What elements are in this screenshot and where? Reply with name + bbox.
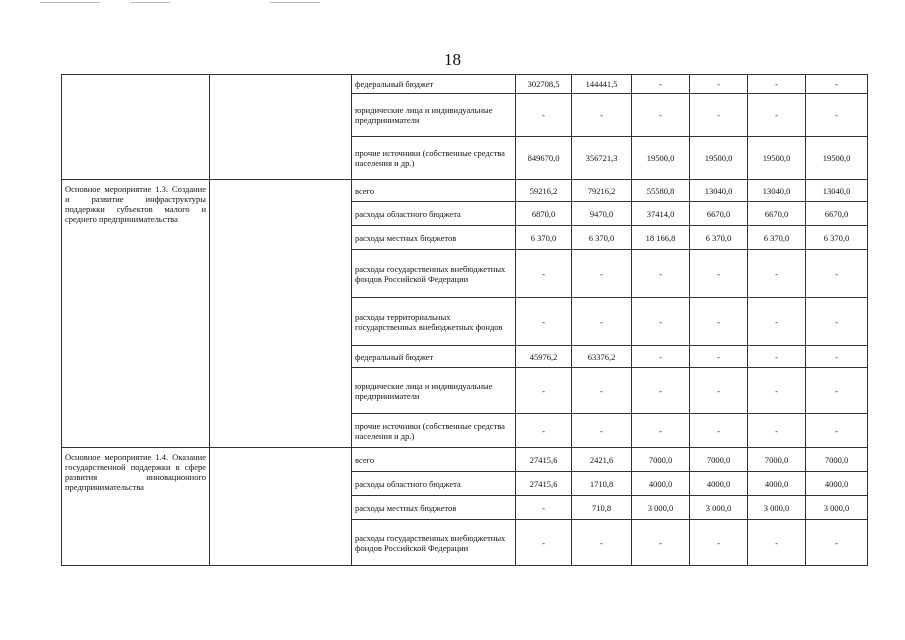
amount-cell: 4000,0: [748, 472, 806, 496]
amount-cell: -: [806, 94, 868, 137]
amount-cell: -: [748, 414, 806, 448]
amount-cell: -: [632, 298, 690, 346]
table-row: [62, 75, 868, 94]
amount-cell: 7000,0: [632, 448, 690, 472]
amount-cell: 7000,0: [806, 448, 868, 472]
amount-cell: 4000,0: [690, 472, 748, 496]
amount-cell: -: [806, 75, 868, 94]
amount-cell: -: [748, 298, 806, 346]
amount-cell: 356721,3: [572, 137, 632, 180]
amount-cell: -: [690, 414, 748, 448]
funding-source-cell: расходы территориальных государственных внебюджетных фондов: [352, 298, 516, 346]
executor-cell: [210, 75, 352, 180]
executor-cell: [210, 448, 352, 566]
amount-cell: 13040,0: [806, 180, 868, 202]
amount-cell: 13040,0: [748, 180, 806, 202]
amount-cell: 1710,8: [572, 472, 632, 496]
amount-cell: 3 000,0: [806, 496, 868, 520]
amount-cell: 302708,5: [516, 75, 572, 94]
amount-cell: 3 000,0: [748, 496, 806, 520]
amount-cell: 9470,0: [572, 202, 632, 226]
amount-cell: 63376,2: [572, 346, 632, 368]
amount-cell: -: [572, 298, 632, 346]
amount-cell: -: [690, 94, 748, 137]
amount-cell: -: [632, 94, 690, 137]
table-row: [62, 448, 868, 472]
amount-cell: -: [806, 298, 868, 346]
funding-source-cell: всего: [352, 180, 516, 202]
amount-cell: 7000,0: [748, 448, 806, 472]
amount-cell: 4000,0: [806, 472, 868, 496]
scan-artifact: [270, 2, 320, 3]
amount-cell: -: [806, 346, 868, 368]
amount-cell: 6 370,0: [748, 226, 806, 250]
amount-cell: -: [516, 298, 572, 346]
executor-cell: [210, 180, 352, 448]
amount-cell: 4000,0: [632, 472, 690, 496]
amount-cell: 59216,2: [516, 180, 572, 202]
funding-source-cell: расходы областного бюджета: [352, 472, 516, 496]
funding-source-cell: расходы государственных внебюджетных фондов Российской Федерации: [352, 520, 516, 566]
amount-cell: 144441,5: [572, 75, 632, 94]
amount-cell: -: [516, 250, 572, 298]
funding-source-cell: расходы государственных внебюджетных фондов Российской Федерации: [352, 250, 516, 298]
amount-cell: 710,8: [572, 496, 632, 520]
amount-cell: -: [690, 346, 748, 368]
amount-cell: -: [572, 250, 632, 298]
amount-cell: -: [516, 520, 572, 566]
amount-cell: -: [806, 414, 868, 448]
amount-cell: -: [806, 520, 868, 566]
scan-artifact: [130, 2, 170, 3]
amount-cell: -: [516, 368, 572, 414]
amount-cell: 13040,0: [690, 180, 748, 202]
amount-cell: 6 370,0: [516, 226, 572, 250]
funding-source-cell: расходы областного бюджета: [352, 202, 516, 226]
amount-cell: -: [690, 298, 748, 346]
amount-cell: 19500,0: [632, 137, 690, 180]
amount-cell: 2421,6: [572, 448, 632, 472]
amount-cell: -: [690, 520, 748, 566]
table-row: [62, 180, 868, 202]
amount-cell: 6870,0: [516, 202, 572, 226]
activity-cell: Основное мероприятие 1.4. Оказание государственной поддержки в сфере развития инновационного предпринимательства: [62, 448, 210, 566]
amount-cell: 37414,0: [632, 202, 690, 226]
amount-cell: -: [806, 368, 868, 414]
amount-cell: 45976,2: [516, 346, 572, 368]
amount-cell: -: [748, 346, 806, 368]
amount-cell: 6 370,0: [572, 226, 632, 250]
amount-cell: -: [632, 75, 690, 94]
amount-cell: 849670,0: [516, 137, 572, 180]
activity-cell: [62, 75, 210, 180]
amount-cell: -: [690, 75, 748, 94]
funding-source-cell: расходы местных бюджетов: [352, 496, 516, 520]
amount-cell: -: [516, 94, 572, 137]
funding-source-cell: прочие источники (собственные средства населения и др.): [352, 137, 516, 180]
page-number: 18: [444, 50, 461, 69]
amount-cell: -: [632, 520, 690, 566]
funding-source-cell: федеральный бюджет: [352, 75, 516, 94]
amount-cell: -: [806, 250, 868, 298]
amount-cell: -: [748, 368, 806, 414]
amount-cell: -: [632, 368, 690, 414]
amount-cell: 19500,0: [690, 137, 748, 180]
funding-source-cell: прочие источники (собственные средства населения и др.): [352, 414, 516, 448]
amount-cell: -: [690, 368, 748, 414]
amount-cell: -: [748, 520, 806, 566]
amount-cell: 55580,8: [632, 180, 690, 202]
amount-cell: -: [572, 368, 632, 414]
amount-cell: 27415,6: [516, 472, 572, 496]
amount-cell: -: [516, 496, 572, 520]
amount-cell: -: [632, 250, 690, 298]
amount-cell: 79216,2: [572, 180, 632, 202]
amount-cell: 18 166,8: [632, 226, 690, 250]
amount-cell: -: [572, 94, 632, 137]
amount-cell: -: [748, 94, 806, 137]
amount-cell: -: [748, 250, 806, 298]
amount-cell: 7000,0: [690, 448, 748, 472]
activity-cell: Основное мероприятие 1.3. Создание и развитие инфраструктуры поддержки субъектов малого и среднего предпринимательства: [62, 180, 210, 448]
amount-cell: -: [748, 75, 806, 94]
amount-cell: 19500,0: [748, 137, 806, 180]
amount-cell: 19500,0: [806, 137, 868, 180]
amount-cell: 27415,6: [516, 448, 572, 472]
amount-cell: 3 000,0: [690, 496, 748, 520]
amount-cell: 6670,0: [690, 202, 748, 226]
funding-source-cell: федеральный бюджет: [352, 346, 516, 368]
amount-cell: 6670,0: [748, 202, 806, 226]
funding-source-cell: расходы местных бюджетов: [352, 226, 516, 250]
amount-cell: 6 370,0: [690, 226, 748, 250]
funding-source-cell: юридические лица и индивидуальные предприниматели: [352, 368, 516, 414]
amount-cell: -: [632, 346, 690, 368]
funding-source-cell: юридические лица и индивидуальные предприниматели: [352, 94, 516, 137]
funding-source-cell: всего: [352, 448, 516, 472]
amount-cell: 6 370,0: [806, 226, 868, 250]
amount-cell: 6670,0: [806, 202, 868, 226]
scan-artifact: [40, 2, 100, 3]
amount-cell: -: [516, 414, 572, 448]
amount-cell: 3 000,0: [632, 496, 690, 520]
amount-cell: -: [572, 520, 632, 566]
amount-cell: -: [632, 414, 690, 448]
funding-table: [61, 74, 868, 566]
amount-cell: -: [690, 250, 748, 298]
amount-cell: -: [572, 414, 632, 448]
